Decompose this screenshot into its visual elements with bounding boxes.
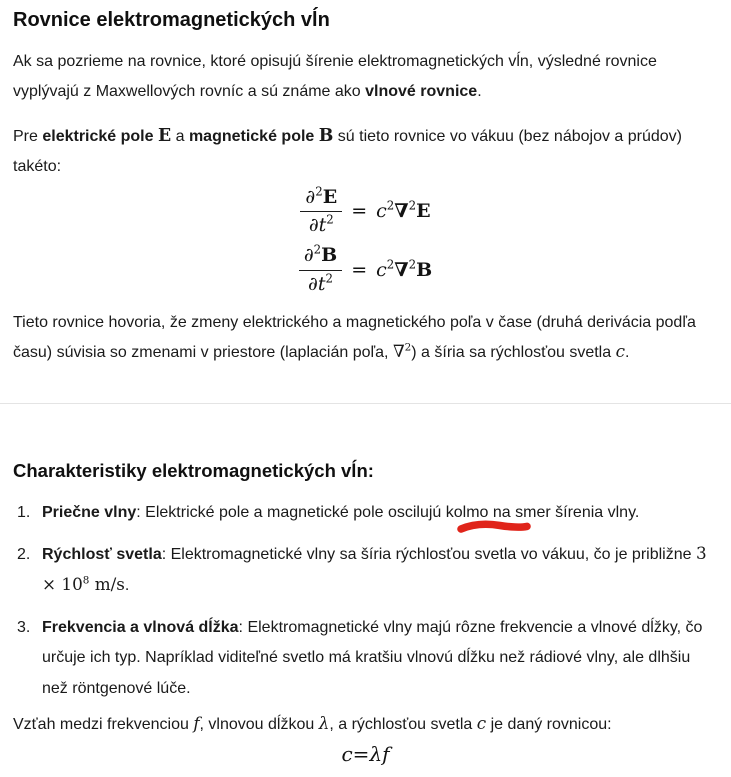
- equation-rhs: $c^2\nabla^2B$: [376, 257, 433, 281]
- equals-sign: =: [351, 199, 368, 222]
- fields-paragraph: Pre elektrické pole E a magnetické pole B sú tieto rovnice vo vákuu (bez nábojov a prúdov) takéto:: [13, 125, 682, 176]
- equation-rhs: $c^2\nabla^2E$: [376, 198, 431, 222]
- wave-equation-E: [13, 184, 718, 238]
- fraction-denominator: $\partial t^2$: [308, 213, 334, 237]
- list-item-text: Rýchlosť svetla: Elektromagnetické vlny sa šíria rýchlosťou svetla vo vákuu, čo je približne $3 \times 10^8$ m/s.: [42, 543, 707, 594]
- relation-paragraph: Vzťah medzi frekvenciou f, vlnovou dĺžkou λ, a rýchlosťou svetla c je daný rovnicou:: [13, 713, 612, 734]
- list-item-text: Priečne vlny: Elektrické pole a magnetické pole oscilujú kolmo na smer šírenia vlny.: [42, 503, 640, 521]
- fraction-B: [299, 242, 342, 296]
- list-item-speed-of-light: [13, 540, 718, 601]
- section-divider: [0, 403, 731, 404]
- fraction-E: [300, 184, 342, 238]
- intro-paragraph: Ak sa pozrieme na rovnice, ktoré opisujú šírenie elektromagnetických vĺn, výsledné rovnice vyplývajú z Maxwellových rovníc a sú známe ako vlnové rovnice.: [13, 53, 657, 101]
- explanation-paragraph: Tieto rovnice hovoria, že zmeny elektrického a magnetického poľa v čase (druhá derivácia podľa času) súvisia so zmenami v priestore (laplacián poľa, ∇$^2$) a šíria sa rýchlosťou svetla c.: [13, 313, 696, 362]
- list-item-transverse-waves: [13, 498, 718, 528]
- red-underline-stroke: [461, 524, 527, 529]
- fraction-numerator: ∂$^2$B: [299, 245, 342, 271]
- page-title: Rovnice elektromagnetických vĺn: [13, 9, 330, 31]
- wave-equations-block: [13, 184, 718, 296]
- list-number: 2.: [17, 546, 31, 564]
- list-item-frequency-wavelength: [13, 613, 718, 704]
- fraction-denominator: $\partial t^2$: [308, 271, 333, 296]
- fraction-numerator: ∂$^2$E: [300, 187, 342, 213]
- section-heading: Charakteristiky elektromagnetických vĺn:: [13, 459, 374, 481]
- list-item-text: Frekvencia a vlnová dĺžka: Elektromagnetické vlny majú rôzne frekvencie a vlnové dĺžky, čo určuje ich typ. Napríklad viditeľné svetlo má kratšiu vlnovú dĺžku než rádiové vlny, ale dlhšiu než röntgenové lúče.: [42, 619, 703, 697]
- list-number: 3.: [17, 619, 31, 637]
- wave-equation-B: [13, 242, 718, 296]
- final-equation: c = λf: [341, 741, 390, 766]
- red-underline-annotation: [456, 519, 532, 534]
- list-number: 1.: [17, 503, 31, 521]
- characteristics-list: [13, 498, 718, 704]
- equals-sign: =: [351, 258, 368, 281]
